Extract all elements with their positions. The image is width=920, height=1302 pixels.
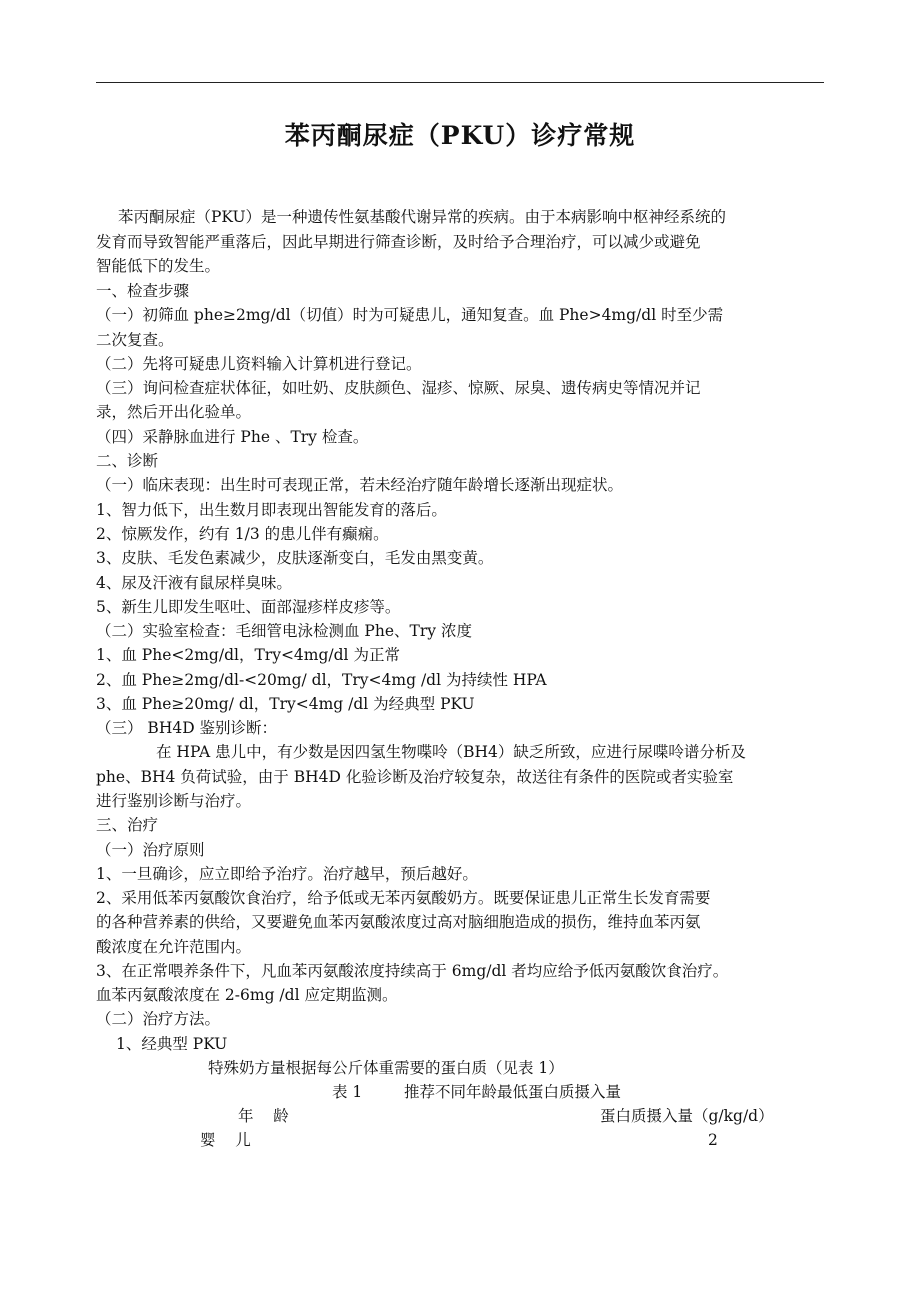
- table-header-protein: 蛋白质摄入量（g/kg/d）: [600, 1107, 774, 1125]
- body-line: （二）治疗方法。: [96, 1010, 221, 1028]
- body-line: 在 HPA 患儿中，有少数是因四氢生物喋呤（BH4）缺乏所致，应进行尿喋呤谱分析及: [156, 743, 746, 761]
- table-caption-number: 表 1: [332, 1083, 363, 1101]
- list-item: 3、皮肤、毛发色素减少，皮肤逐渐变白，毛发由黑变黄。: [96, 549, 494, 567]
- list-item: 1、血 Phe<2mg/dl，Try<4mg/dl 为正常: [96, 646, 400, 664]
- intro-line: 苯丙酮尿症（PKU）是一种遗传性氨基酸代谢异常的疾病。由于本病影响中枢神经系统的: [118, 208, 727, 226]
- table-header-age: 年 龄: [238, 1107, 289, 1125]
- body-line: （二）实验室检查：毛细管电泳检测血 Phe、Try 浓度: [96, 622, 472, 640]
- body-line: 特殊奶方量根据每公斤体重需要的蛋白质（见表 1）: [208, 1059, 564, 1077]
- body-line: 录，然后开出化验单。: [96, 403, 252, 421]
- list-item: 2、采用低苯丙氨酸饮食治疗，给予低或无苯丙氨酸奶方。既要保证患儿正常生长发育需要: [96, 889, 711, 907]
- list-item: 1、一旦确诊，应立即给予治疗。治疗越早，预后越好。: [96, 865, 478, 883]
- list-item: 酸浓度在允许范围内。: [96, 938, 252, 956]
- body-line: （二）先将可疑患儿资料输入计算机进行登记。: [96, 355, 422, 373]
- body-line: 进行鉴别诊断与治疗。: [96, 792, 252, 810]
- intro-line: 智能低下的发生。: [96, 257, 221, 275]
- list-item: 血苯丙氨酸浓度在 2-6mg /dl 应定期监测。: [96, 986, 398, 1004]
- body-line: （一）治疗原则: [96, 841, 205, 859]
- body-line: （三） BH4D 鉴别诊断：: [96, 719, 278, 737]
- list-item: 3、在正常喂养条件下，凡血苯丙氨酸浓度持续高于 6mg/dl 者均应给予低丙氨酸饮食治疗。: [96, 962, 729, 980]
- section-heading: 二、诊断: [96, 452, 159, 470]
- list-item: 的各种营养素的供给，又要避免血苯丙氨酸浓度过高对脑细胞造成的损伤，维持血苯丙氨: [96, 913, 701, 931]
- intro-line: 发育而导致智能严重落后，因此早期进行筛查诊断，及时给予合理治疗，可以减少或避免: [96, 233, 701, 251]
- body-line: phe、BH4 负荷试验，由于 BH4D 化验诊断及治疗较复杂，故送往有条件的医院或者实验室: [96, 768, 734, 786]
- header-rule: [96, 82, 824, 83]
- list-item: 2、血 Phe≥2mg/dl-<20mg/ dl，Try<4mg /dl 为持续性 HPA: [96, 671, 547, 689]
- page-title: 苯丙酮尿症（PKU）诊疗常规: [284, 121, 636, 150]
- list-item: 1、智力低下，出生数月即表现出智能发育的落后。: [96, 501, 447, 519]
- table-cell-age: 婴 儿: [200, 1131, 251, 1149]
- table-caption-text: 推荐不同年龄最低蛋白质摄入量: [404, 1083, 622, 1101]
- section-heading: 一、检查步骤: [96, 282, 190, 300]
- list-item: 5、新生儿即发生呕吐、面部湿疹样皮疹等。: [96, 598, 401, 616]
- list-item: 1、经典型 PKU: [116, 1035, 228, 1053]
- body-line: （四）采静脉血进行 Phe 、Try 检查。: [96, 428, 369, 446]
- list-item: 2、惊厥发作，约有 1/3 的患儿伴有癫痫。: [96, 525, 389, 543]
- body-line: 二次复查。: [96, 331, 174, 349]
- list-item: 4、尿及汗液有鼠尿样臭味。: [96, 574, 292, 592]
- section-heading: 三、治疗: [96, 816, 159, 834]
- body-line: （一）初筛血 phe≥2mg/dl（切值）时为可疑患儿，通知复查。血 Phe>4mg/dl 时至少需: [96, 306, 724, 324]
- table-cell-protein: 2: [708, 1131, 718, 1149]
- body-line: （三）询问检查症状体征，如吐奶、皮肤颜色、湿疹、惊厥、尿臭、遗传病史等情况并记: [96, 379, 701, 397]
- body-line: （一）临床表现：出生时可表现正常，若未经治疗随年龄增长逐渐出现症状。: [96, 476, 624, 494]
- list-item: 3、血 Phe≥20mg/ dl，Try<4mg /dl 为经典型 PKU: [96, 695, 475, 713]
